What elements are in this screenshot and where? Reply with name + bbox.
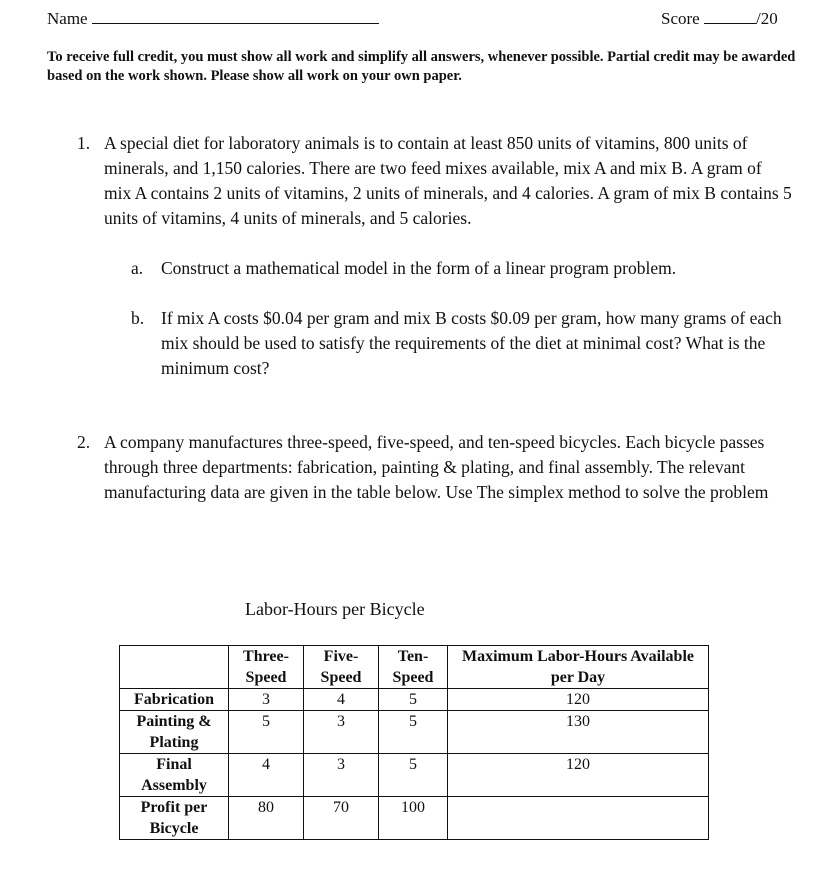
name-blank[interactable]	[92, 8, 379, 24]
row-label: Final Assembly	[120, 754, 229, 797]
part-a-label: a.	[131, 258, 144, 278]
cell-ten-speed: 5	[379, 689, 448, 711]
table-row	[120, 711, 709, 754]
question-1-text: A special diet for laboratory animals is to contain at least 850 units of vitamins, 800 units of minerals, and 1,150 calories. There are two feed mixes available, mix A and mix B. A gram of mix A contains 2 units of vitamins, 2 units of minerals, and 4 calories. A gram of mix B contains 5 units of vitamins, 4 units of minerals, and 5 calories.	[104, 133, 792, 228]
cell-three-speed: 3	[229, 689, 304, 711]
header-five-speed: Five-Speed	[304, 646, 379, 689]
cell-five-speed: 3	[304, 754, 379, 797]
cell-five-speed: 4	[304, 689, 379, 711]
row-label: Painting & Plating	[120, 711, 229, 754]
labor-hours-table	[119, 645, 709, 840]
score-field	[661, 8, 778, 29]
header-three-speed: Three-Speed	[229, 646, 304, 689]
score-label: Score	[661, 9, 700, 28]
header-ten-speed: Ten-Speed	[379, 646, 448, 689]
part-a-text: Construct a mathematical model in the form of a linear program problem.	[161, 258, 677, 278]
cell-three-speed: 4	[229, 754, 304, 797]
score-total: /20	[755, 9, 778, 28]
question-2-number: 2.	[77, 432, 91, 452]
part-b-label: b.	[131, 308, 145, 328]
part-b-text: If mix A costs $0.04 per gram and mix B costs $0.09 per gram, how many grams of each mix should be used to satisfy the requirements of the diet at minimal cost? What is the minimum cost?	[161, 308, 782, 378]
row-label: Profit per Bicycle	[120, 797, 229, 840]
cell-ten-speed: 100	[379, 797, 448, 840]
table-header-row	[120, 646, 709, 689]
name-field	[47, 8, 379, 29]
instructions: To receive full credit, you must show all work and simplify all answers, whenever possible. Partial credit may be awarded based on the work shown. Please show all work on your own paper.	[47, 49, 796, 84]
cell-ten-speed: 5	[379, 754, 448, 797]
score-blank[interactable]	[704, 8, 756, 24]
cell-three-speed: 5	[229, 711, 304, 754]
cell-max-hours: 130	[448, 711, 709, 754]
table-row	[120, 689, 709, 711]
cell-max-hours	[448, 797, 709, 840]
table-row	[120, 797, 709, 840]
cell-max-hours: 120	[448, 754, 709, 797]
header-empty-cell	[120, 646, 229, 689]
cell-max-hours: 120	[448, 689, 709, 711]
header-max-labor-hours: Maximum Labor-Hours Available per Day	[448, 646, 709, 689]
cell-three-speed: 80	[229, 797, 304, 840]
cell-ten-speed: 5	[379, 711, 448, 754]
name-label: Name	[47, 9, 88, 28]
table-row	[120, 754, 709, 797]
cell-five-speed: 3	[304, 711, 379, 754]
cell-five-speed: 70	[304, 797, 379, 840]
question-1-number: 1.	[77, 133, 91, 153]
table-caption: Labor-Hours per Bicycle	[245, 599, 425, 619]
question-2-text: A company manufactures three-speed, five-speed, and ten-speed bicycles. Each bicycle passes through three departments: fabrication, painting & plating, and final assembly. The relevant manufacturing data are given in the table below. Use The simplex method to solve the problem	[104, 432, 769, 502]
row-label: Fabrication	[120, 689, 229, 711]
